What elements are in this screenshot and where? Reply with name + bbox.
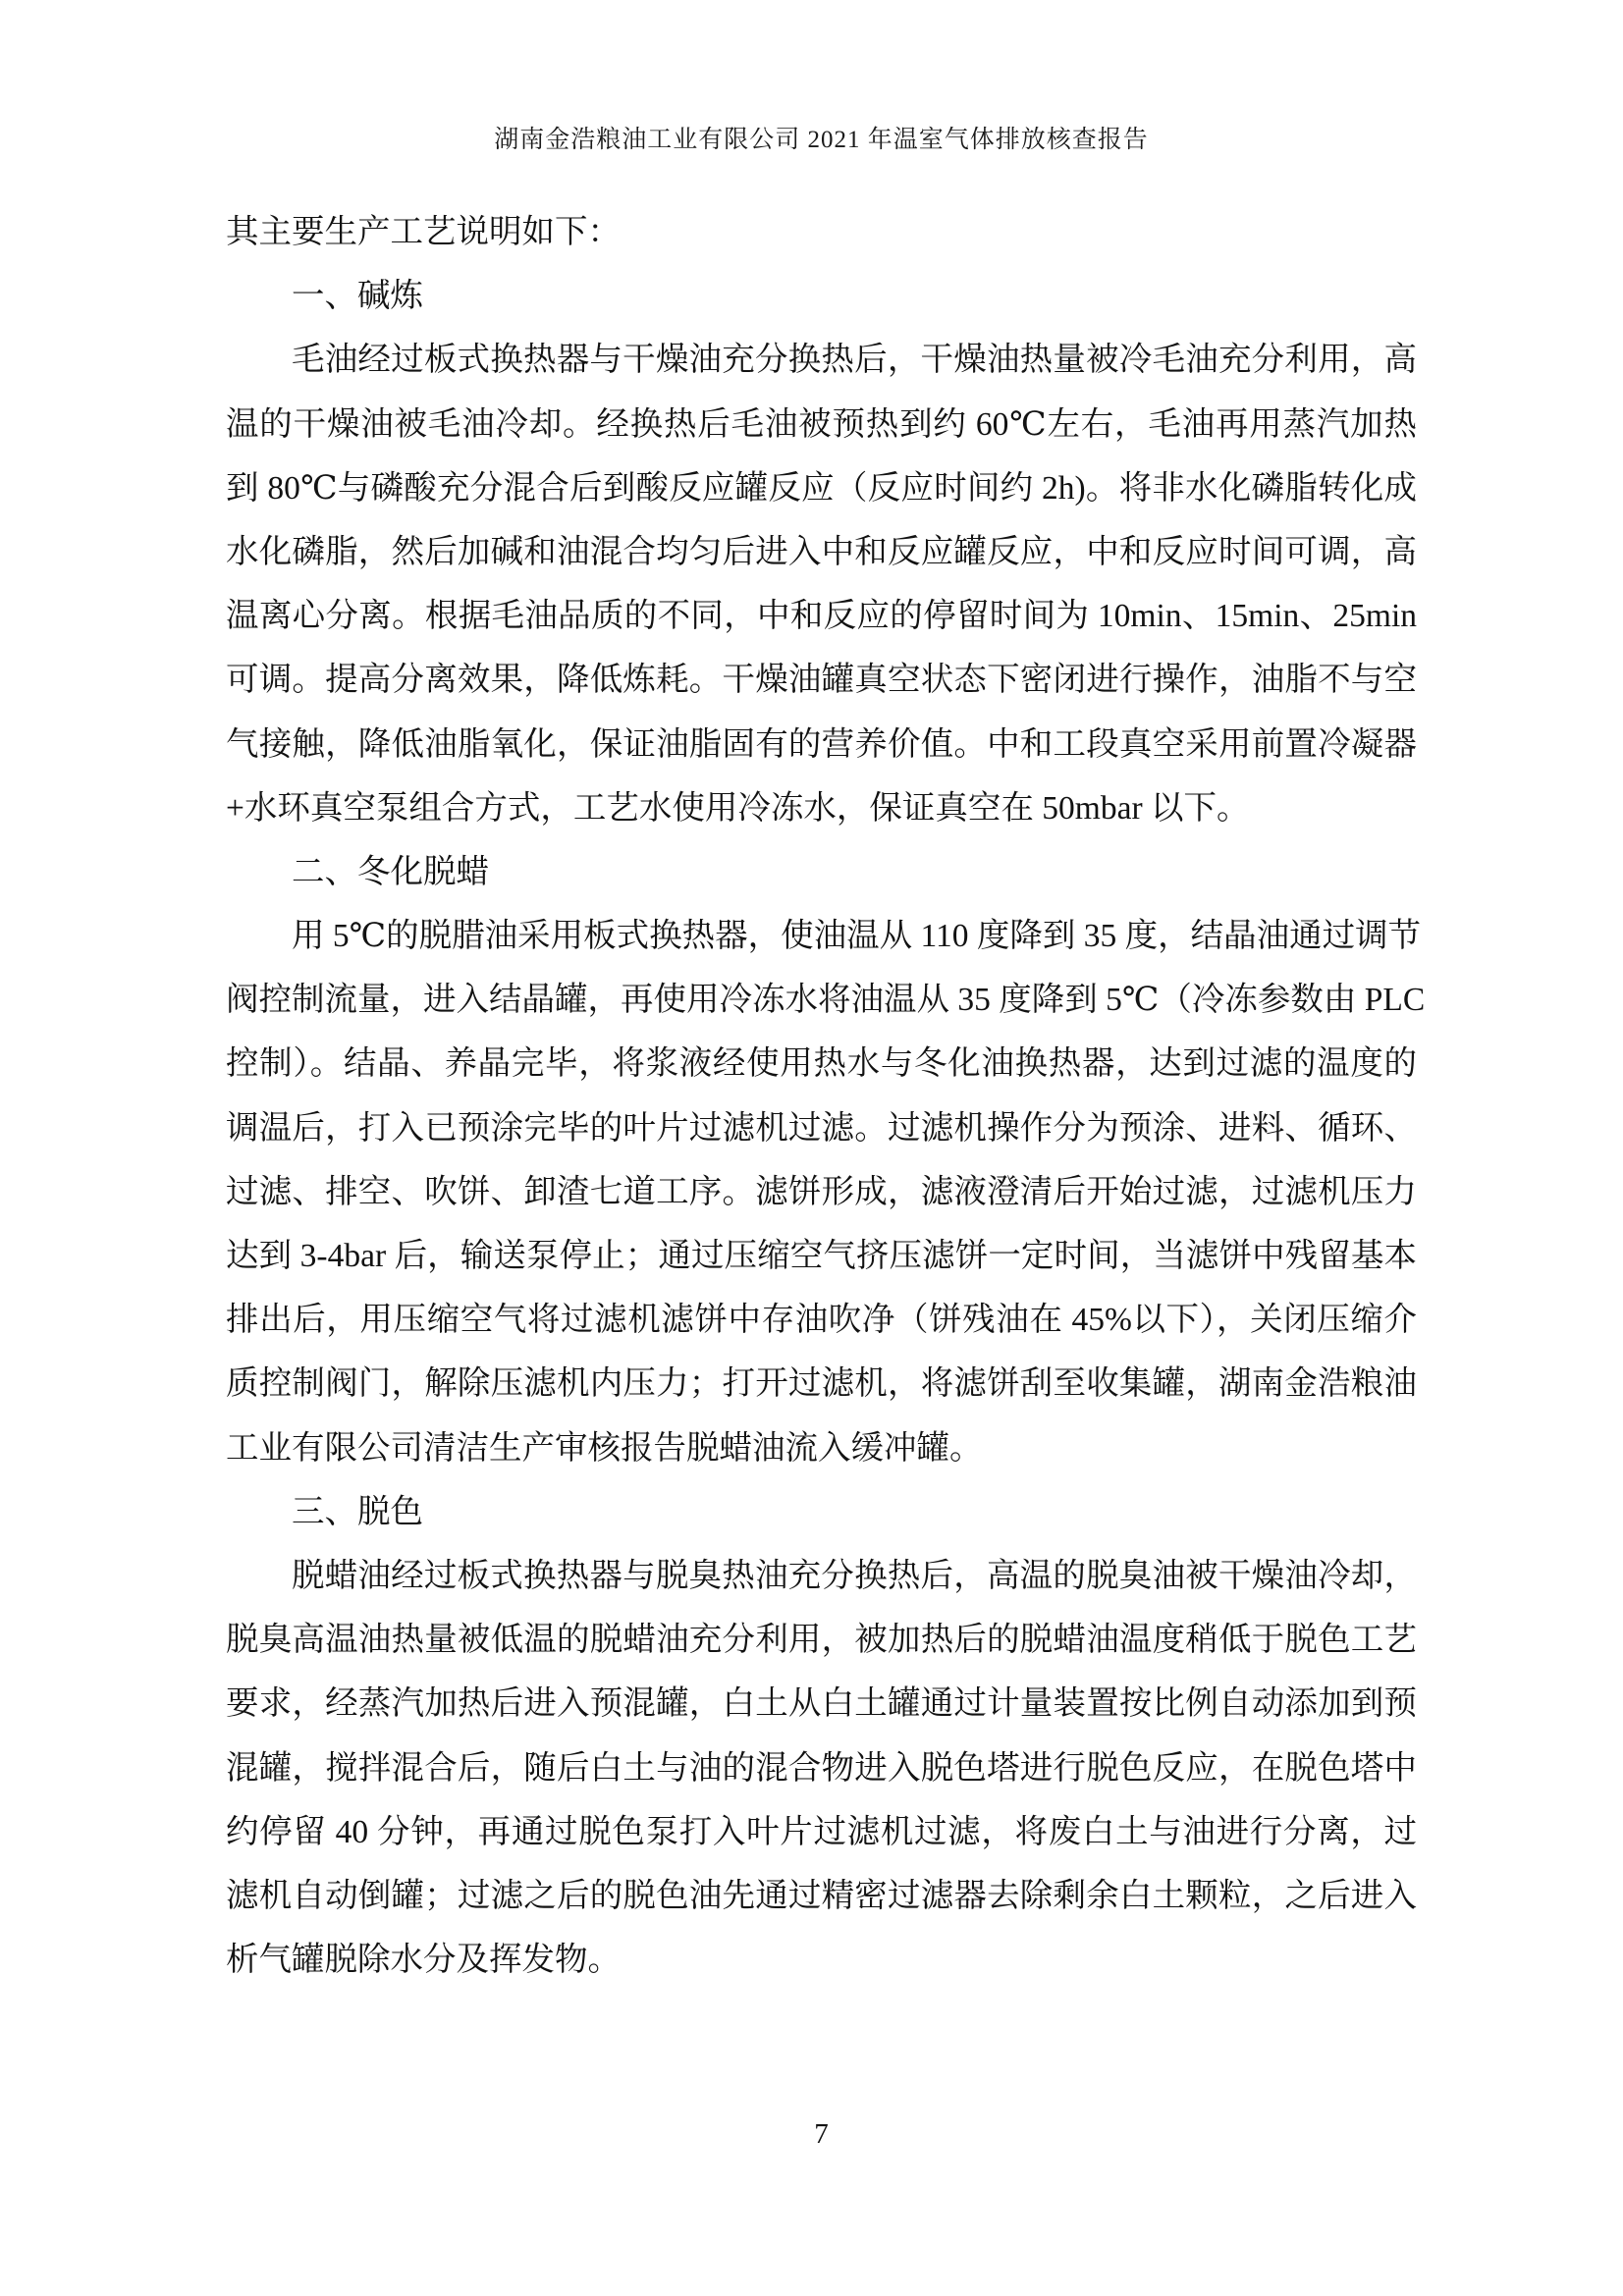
paragraph-line: 到 80℃与磷酸充分混合后到酸反应罐反应（反应时间约 2h)。将非水化磷脂转化成 xyxy=(226,469,1417,507)
paragraph-line: 析气罐脱除水分及挥发物。 xyxy=(226,1942,621,1979)
paragraph-line: 温离心分离。根据毛油品质的不同，中和反应的停留时间为 10min、15min、25min xyxy=(226,598,1417,635)
section-2-heading: 二、冬化脱蜡 xyxy=(292,853,489,890)
document-body xyxy=(226,200,1426,1992)
paragraph-line: 工业有限公司清洁生产审核报告脱蜡油流入缓冲罐。 xyxy=(226,1429,983,1467)
paragraph-line: 毛油经过板式换热器与干燥油充分换热后，干燥油热量被冷毛油充分利用，高 xyxy=(292,342,1417,379)
paragraph-line: 约停留 40 分钟，再通过脱色泵打入叶片过滤机过滤，将废白土与油进行分离，过 xyxy=(226,1813,1417,1850)
paragraph-line: 温的干燥油被毛油冷却。经换热后毛油被预热到约 60℃左右，毛油再用蒸汽加热 xyxy=(226,405,1417,443)
paragraph-line: 达到 3-4bar 后，输送泵停止；通过压缩空气挤压滤饼一定时间，当滤饼中残留基本 xyxy=(226,1238,1417,1274)
paragraph-line: 气接触，降低油脂氧化，保证油脂固有的营养价值。中和工段真空采用前置冷凝器 xyxy=(226,725,1417,763)
intro-line: 其主要生产工艺说明如下： xyxy=(226,214,621,250)
page-number: 7 xyxy=(814,2118,829,2150)
page-header-title: 湖南金浩粮油工业有限公司 2021 年温室气体排放核查报告 xyxy=(494,127,1149,153)
paragraph-line: 脱臭高温油热量被低温的脱蜡油充分利用，被加热后的脱蜡油温度稍低于脱色工艺 xyxy=(226,1622,1417,1659)
paragraph-line: 过滤、排空、吹饼、卸渣七道工序。滤饼形成，滤液澄清后开始过滤，过滤机压力 xyxy=(226,1173,1417,1210)
paragraph-line: 可调。提高分离效果，降低炼耗。干燥油罐真空状态下密闭进行操作，油脂不与空 xyxy=(226,662,1417,699)
paragraph-line: 用 5℃的脱腊油采用板式换热器，使油温从 110 度降到 35 度，结晶油通过调节 xyxy=(292,918,1422,955)
paragraph-line: 水化磷脂，然后加碱和油混合均匀后进入中和反应罐反应，中和反应时间可调，高 xyxy=(226,533,1417,570)
paragraph-line: 控制）。结晶、养晶完毕，将浆液经使用热水与冬化油换热器，达到过滤的温度的 xyxy=(226,1045,1417,1083)
paragraph-line: 质控制阀门，解除压滤机内压力；打开过滤机，将滤饼刮至收集罐，湖南金浩粮油 xyxy=(226,1365,1417,1403)
paragraph-line: 阀控制流量，进入结晶罐，再使用冷冻水将油温从 35 度降到 5℃（冷冻参数由 PLC xyxy=(226,982,1426,1019)
paragraph-line: +水环真空泵组合方式，工艺水使用冷冻水，保证真空在 50mbar 以下。 xyxy=(226,789,1250,827)
paragraph-line: 要求，经蒸汽加热后进入预混罐，白土从白土罐通过计量装置按比例自动添加到预 xyxy=(226,1685,1417,1723)
paragraph-line: 脱蜡油经过板式换热器与脱臭热油充分换热后，高温的脱臭油被干燥油冷却， xyxy=(292,1557,1417,1594)
section-3-heading: 三、脱色 xyxy=(292,1493,423,1530)
section-1-heading: 一、碱炼 xyxy=(292,278,423,315)
paragraph-line: 调温后，打入已预涂完毕的叶片过滤机过滤。过滤机操作分为预涂、进料、循环、 xyxy=(226,1109,1417,1147)
paragraph-line: 混罐，搅拌混合后，随后白土与油的混合物进入脱色塔进行脱色反应，在脱色塔中 xyxy=(226,1749,1417,1787)
paragraph-line: 滤机自动倒罐；过滤之后的脱色油先通过精密过滤器去除剩余白土颗粒，之后进入 xyxy=(226,1877,1417,1914)
paragraph-line: 排出后，用压缩空气将过滤机滤饼中存油吹净（饼残油在 45%以下），关闭压缩介 xyxy=(226,1302,1417,1339)
